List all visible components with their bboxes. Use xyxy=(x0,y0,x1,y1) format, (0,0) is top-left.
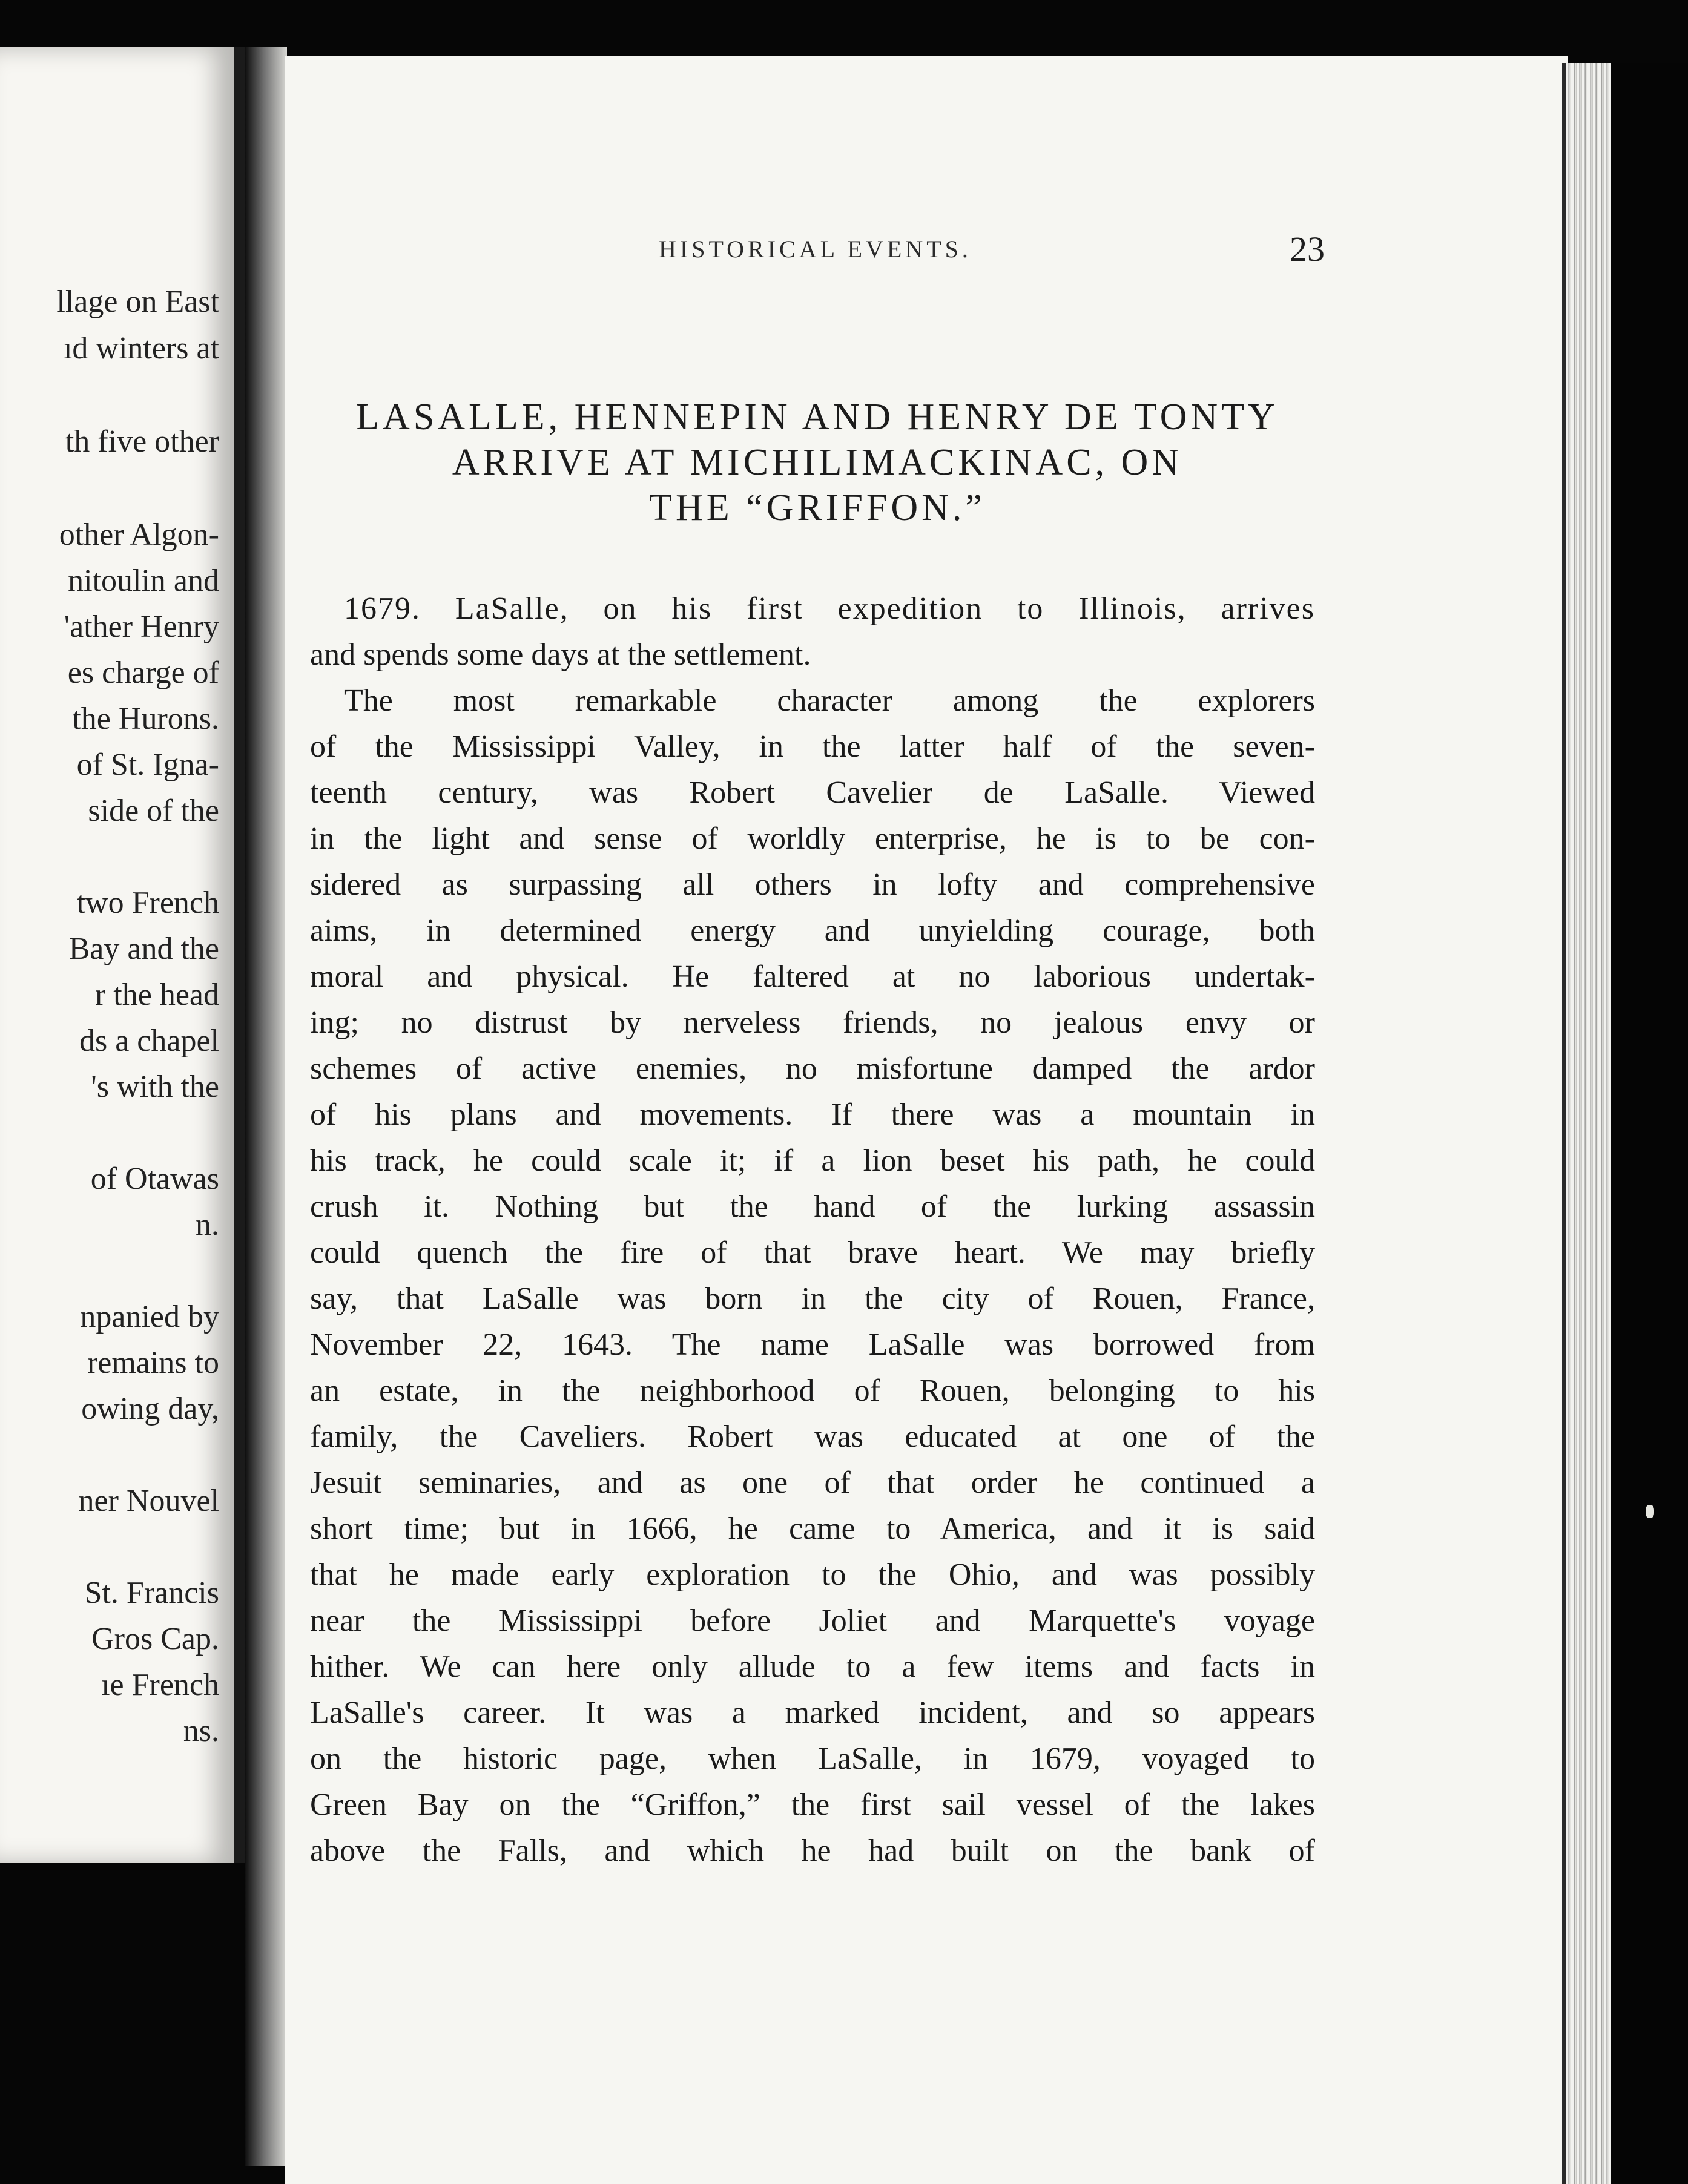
body-line: could quench the fire of that brave heart. We may briefly xyxy=(310,1235,1315,1270)
body-line: sidered as surpassing all others in lofty and comprehensive xyxy=(310,867,1315,902)
body-line: say, that LaSalle was born in the city of Rouen, France, xyxy=(310,1281,1315,1316)
left-page-line: ner Nouvel xyxy=(78,1484,219,1518)
body-line: crush it. Nothing but the hand of the lurking assassin xyxy=(310,1189,1315,1224)
left-page-line: ıe French xyxy=(101,1668,219,1702)
left-page-line: nitoulin and xyxy=(68,564,219,598)
body-line: schemes of active enemies, no misfortune damped the ardor xyxy=(310,1051,1315,1086)
left-page-line: es charge of xyxy=(67,656,219,690)
left-page-line: the Hurons. xyxy=(72,702,219,736)
page-block-edge xyxy=(1562,63,1614,2184)
left-page-line: of St. Igna- xyxy=(76,748,219,782)
left-page-line: Gros Cap. xyxy=(91,1622,219,1656)
body-line: ing; no distrust by nerveless friends, no jealous envy or xyxy=(310,1005,1315,1040)
body-line: of his plans and movements. If there was a mountain in xyxy=(310,1097,1315,1132)
left-page-line: th five other xyxy=(65,424,219,459)
body-line: an estate, in the neighborhood of Rouen, belonging to his xyxy=(310,1373,1315,1408)
left-page-line: 's with the xyxy=(91,1070,219,1104)
article-body xyxy=(310,586,1315,1874)
left-page-line: ns. xyxy=(183,1714,219,1748)
edge-shadow xyxy=(1611,63,1688,2184)
left-page-line: n. xyxy=(196,1208,219,1242)
body-line: hither. We can here only allude to a few items and facts in xyxy=(310,1650,1315,1684)
scan-speck xyxy=(1646,1505,1654,1518)
body-line: family, the Caveliers. Robert was educated at one of the xyxy=(310,1419,1315,1454)
body-line: short time; but in 1666, he came to America, and it is said xyxy=(310,1511,1315,1546)
body-line: and spends some days at the settlement. xyxy=(310,637,811,672)
heading-line: THE “GRIFFON.” xyxy=(649,487,986,528)
running-head: HISTORICAL EVENTS. xyxy=(659,235,972,263)
body-line: moral and physical. He faltered at no laborious undertak- xyxy=(310,959,1315,994)
left-page-line: remains to xyxy=(87,1346,219,1380)
body-line: of the Mississippi Valley, in the latter half of the seven- xyxy=(310,729,1315,764)
body-line: 1679. LaSalle, on his first expedition to Illinois, arrives xyxy=(344,591,1315,626)
left-page-line: St. Francis xyxy=(84,1576,219,1610)
left-page-fragment xyxy=(0,47,245,1863)
body-line: teenth century, was Robert Cavelier de LaSalle. Viewed xyxy=(310,775,1315,810)
body-line: near the Mississippi before Joliet and Marquette's voyage xyxy=(310,1603,1315,1638)
book-gutter xyxy=(245,47,287,2166)
page-number: 23 xyxy=(1290,229,1325,269)
left-page-line: ıd winters at xyxy=(63,331,219,366)
body-line: Jesuit seminaries, and as one of that order he continued a xyxy=(310,1465,1315,1500)
body-line: Green Bay on the “Griffon,” the first sail vessel of the lakes xyxy=(310,1788,1315,1822)
left-page-line: 'ather Henry xyxy=(64,610,219,644)
body-line: his track, he could scale it; if a lion beset his path, he could xyxy=(310,1143,1315,1178)
left-page-line: Bay and the xyxy=(68,932,219,966)
body-line: aims, in determined energy and unyielding courage, both xyxy=(310,913,1315,948)
left-page-line: other Algon- xyxy=(59,518,219,552)
left-page-line: npanied by xyxy=(80,1300,219,1334)
left-page-line: of Otawas xyxy=(90,1162,219,1196)
left-page-line: side of the xyxy=(88,794,219,828)
body-line: above the Falls, and which he had built on the bank of xyxy=(310,1834,1315,1868)
left-page-line: llage on East xyxy=(56,285,219,319)
body-line: LaSalle's career. It was a marked incident, and so appears xyxy=(310,1696,1315,1730)
body-line: in the light and sense of worldly enterprise, he is to be con- xyxy=(310,821,1315,856)
heading-line: LASALLE, HENNEPIN AND HENRY DE TONTY xyxy=(356,396,1279,438)
left-page-line: ds a chapel xyxy=(79,1024,219,1058)
left-page-line: two French xyxy=(76,886,219,920)
body-line: that he made early exploration to the Ohio, and was possibly xyxy=(310,1557,1315,1592)
left-page-line: owing day, xyxy=(81,1392,219,1426)
body-line: on the historic page, when LaSalle, in 1679, voyaged to xyxy=(310,1742,1315,1776)
article-heading xyxy=(315,395,1320,531)
heading-line: ARRIVE AT MICHILIMACKINAC, ON xyxy=(452,442,1183,483)
left-page-line: r the head xyxy=(94,978,219,1012)
body-line: The most remarkable character among the explorers xyxy=(344,683,1315,718)
body-line: November 22, 1643. The name LaSalle was borrowed from xyxy=(310,1327,1315,1362)
